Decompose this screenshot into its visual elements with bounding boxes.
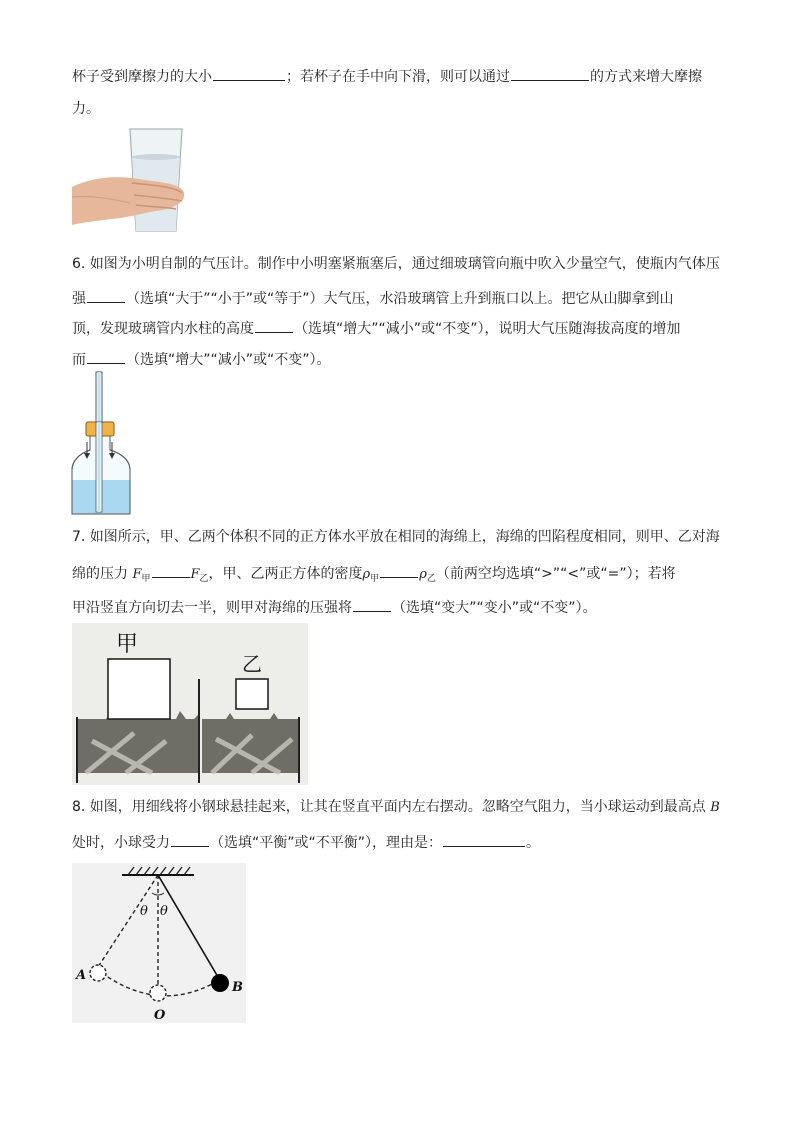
q7-line-3 (72, 597, 597, 618)
q8-text: 。 (526, 835, 541, 851)
density-symbol-jia: $\rho_甲$ (362, 567, 380, 584)
q6-text: 顶，发现玻璃管内水柱的高度 (72, 321, 254, 337)
q6-line-1: 6. 如图为小明自制的气压计。制作中小明塞紧瓶塞后，通过细玻璃管向瓶中吹入少量空气，使瓶内气体压 (72, 256, 720, 272)
q6-text: （选填“增大”“减小”或“不变”）。 (126, 352, 331, 368)
answer-blank[interactable] (353, 597, 391, 612)
q7-text: （选填“变大”“变小”或“不变”）。 (392, 600, 597, 616)
q7-text: （前两空均选填“>”“<”或“=”）；若将 (435, 566, 676, 582)
pendulum-figure (72, 863, 246, 1023)
hand-glass-figure (72, 127, 186, 234)
q8-text: 8. 如图，用细线将小钢球悬挂起来，让其在竖直平面内左右摆动。忽略空气阻力，当小球运动到最高点 (72, 799, 706, 815)
point-a-label: A (76, 968, 87, 983)
theta-label: θ (140, 904, 148, 919)
q6-text: 强 (72, 291, 86, 307)
answer-blank[interactable] (511, 66, 589, 81)
answer-blank[interactable] (152, 563, 190, 578)
force-symbol-yi: $F_乙$ (190, 567, 209, 584)
q7-line-2 (72, 563, 676, 589)
q7-text: 甲沿竖直方向切去一半，则甲对海绵的压强将 (72, 600, 352, 616)
q5-line-1 (72, 66, 702, 87)
q8-line-1 (72, 797, 720, 818)
q7-text: 绵的压力 (72, 566, 128, 582)
label-jia: 甲 (116, 632, 139, 657)
density-symbol-yi: $\rho_乙$ (419, 567, 436, 584)
answer-blank[interactable] (443, 832, 525, 847)
q6-text: （选填“增大”“减小”或“不变”），说明大气压随海拔高度的增加 (294, 321, 681, 337)
answer-blank[interactable] (171, 832, 209, 847)
q8-text: （选填“平衡”或“不平衡”），理由是： (210, 835, 443, 851)
barometer-figure (70, 370, 132, 518)
sponge-cubes-figure (72, 623, 308, 785)
point-b-label: B (710, 800, 720, 815)
point-o-label: O (154, 1008, 166, 1023)
answer-blank[interactable] (87, 349, 125, 364)
q7-text: ，甲、乙两正方体的密度 (208, 566, 363, 582)
theta-label: θ (160, 904, 168, 919)
answer-blank[interactable] (255, 318, 293, 333)
q8-line-2 (72, 832, 540, 853)
q6-line-3 (72, 318, 681, 339)
q5-text: 的方式来增大摩擦 (590, 69, 702, 85)
q6-text: （选填“大于”“小于”或“等于”）大气压，水沿玻璃管上升到瓶口以上。把它从山脚拿到山 (126, 291, 674, 307)
q8-text: 处时，小球受力 (72, 835, 170, 851)
answer-blank[interactable] (213, 66, 285, 81)
q5-text: ；若杯子在手中向下滑，则可以通过 (286, 69, 510, 85)
q5-line-2: 力。 (72, 101, 100, 117)
q7-line-1: 7. 如图所示，甲、乙两个体积不同的正方体水平放在相同的海绵上，海绵的凹陷程度相同，则甲、乙对海 (72, 529, 720, 545)
answer-blank[interactable] (87, 288, 125, 303)
q6-line-4 (72, 349, 331, 370)
label-yi: 乙 (242, 652, 262, 676)
q5-text: 杯子受到摩擦力的大小 (72, 69, 212, 85)
q6-line-2 (72, 288, 674, 309)
answer-blank[interactable] (380, 563, 418, 578)
force-symbol-jia: $F_甲$ (132, 567, 151, 584)
point-b-label: B (232, 980, 243, 995)
q6-text: 而 (72, 352, 86, 368)
